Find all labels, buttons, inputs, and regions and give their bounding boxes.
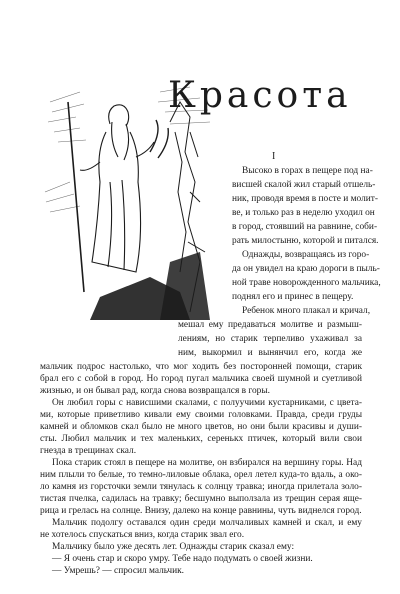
text-line: ним, выкормил и вынянчил его, когда же [178,348,362,358]
text-line: гнезда в трещинах скал. [40,446,137,456]
chapter-number: I [272,151,276,162]
text-line: камней и обломков скал было не много цветов, но они были красивы и души- [40,422,362,432]
text-line: Однажды, возвращаясь из горо- [242,250,370,260]
text-line: рать милостыню, которой и питался. [232,236,379,246]
text-line: в город, стоявший на равнине, соби- [232,222,378,232]
text-line: мальчик подрос настолько, что мог ходить без посторонней помощи, старик [40,362,362,372]
text-line: ной траве новорожденного мальчика, [232,278,381,288]
text-line: Высоко в горах в пещере под на- [242,166,373,176]
text-line: тистая пчелка, садилась на травку; бесшумно выползала из трещин серая яще- [40,494,362,504]
text-line: поднял его и принес в пещеру. [232,292,354,302]
text-line: ми, которые приветливо кивали ему своими головками. Правда, среди груды [40,410,362,420]
text-line: рица и грелась на солнце. Внизу, далеко на конце равнины, чуть виднелся город. [40,506,362,516]
text-line: Мальчик подолгу оставался один среди молчаливых камней и скал, и ему [52,518,362,528]
text-line: ним плыли то белые, то темно-лиловые облака, орел летел куда-то вдаль, а око- [40,470,362,480]
text-line: жизнью, и он бывал рад, когда снова возвращался в горы. [40,386,271,396]
text-line: Он любил горы с нависшими скалами, с полуучими кустарниками, с цвета- [52,398,362,408]
text-line: брал его с собой в город. Но город пугал мальчика своей шумной и суетливой [40,374,362,384]
story-title: Красота [168,75,352,116]
text-line: да он увидел на краю дороги в пыль- [232,264,380,274]
text-line: ло камня из горсточки земли тянулась к солнцу травка; иногда прилетала золо- [40,482,362,492]
text-line: — Я очень стар и скоро умру. Тебе надо подумать о своей жизни. [52,554,313,564]
text-line: Ребенок много плакал и кричал, [242,306,371,316]
text-line: ник, проводя время в посте и молит- [232,194,378,204]
text-line: ве, и только раз в неделю уходил он [232,208,375,218]
text-line: Мальчику было уже десять лет. Однажды старик сказал ему: [52,542,295,552]
text-line: Пока старик стоял в пещере на молитве, он взбирался на вершину горы. Над [52,458,362,468]
text-line: сты. Любил мальчик и тех маленьких, серенькх птичек, который вили свои [40,434,362,444]
text-line: не хотелось спускаться вниз, когда старик звал его. [40,530,245,540]
text-line: мешал ему предаваться молитве и размыш- [178,320,362,330]
text-line: — Умрешь? — спросил мальчик. [52,566,184,576]
text-line: лениям, но старик терпеливо ухаживал за [178,334,362,344]
text-line: висшей скалой жил старый отшель- [232,180,376,190]
